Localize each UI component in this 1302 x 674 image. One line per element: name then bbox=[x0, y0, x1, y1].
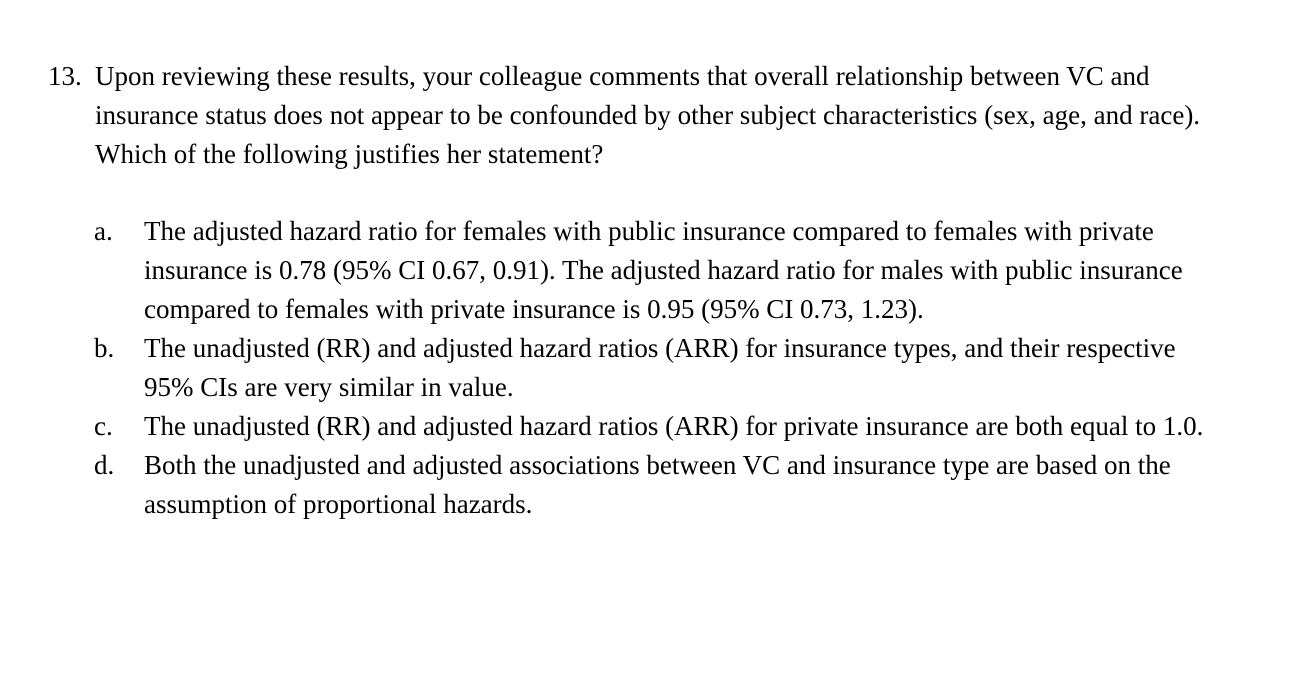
option-c bbox=[94, 407, 1254, 446]
option-text: Both the unadjusted and adjusted associations between VC and insurance type are based on the assumption of proportional hazards. bbox=[144, 450, 1171, 519]
answer-options bbox=[94, 212, 1254, 524]
option-d bbox=[94, 446, 1254, 524]
option-letter: a. bbox=[94, 216, 113, 246]
option-text: The unadjusted (RR) and adjusted hazard ratios (ARR) for insurance types, and their respective 95% CIs are very similar in value. bbox=[144, 333, 1176, 402]
option-letter: c. bbox=[94, 411, 113, 441]
question-number: 13. bbox=[48, 61, 82, 91]
question-block bbox=[48, 57, 1248, 174]
option-b bbox=[94, 329, 1254, 407]
option-letter: d. bbox=[94, 450, 115, 480]
question-text: Upon reviewing these results, your colleague comments that overall relationship between VC and insurance status does not appear to be confounded by other subject characteristics (sex, age, and race). Which of the following justifies her statement? bbox=[95, 61, 1201, 169]
question-row bbox=[48, 57, 1248, 174]
option-a bbox=[94, 212, 1254, 329]
option-letter: b. bbox=[94, 333, 115, 363]
option-text: The unadjusted (RR) and adjusted hazard ratios (ARR) for private insurance are both equal to 1.0. bbox=[144, 411, 1204, 441]
option-text: The adjusted hazard ratio for females with public insurance compared to females with private insurance is 0.78 (95% CI 0.67, 0.91). The adjusted hazard ratio for males with public insurance compared to females with private insurance is 0.95 (95% CI 0.73, 1.23). bbox=[144, 216, 1183, 324]
